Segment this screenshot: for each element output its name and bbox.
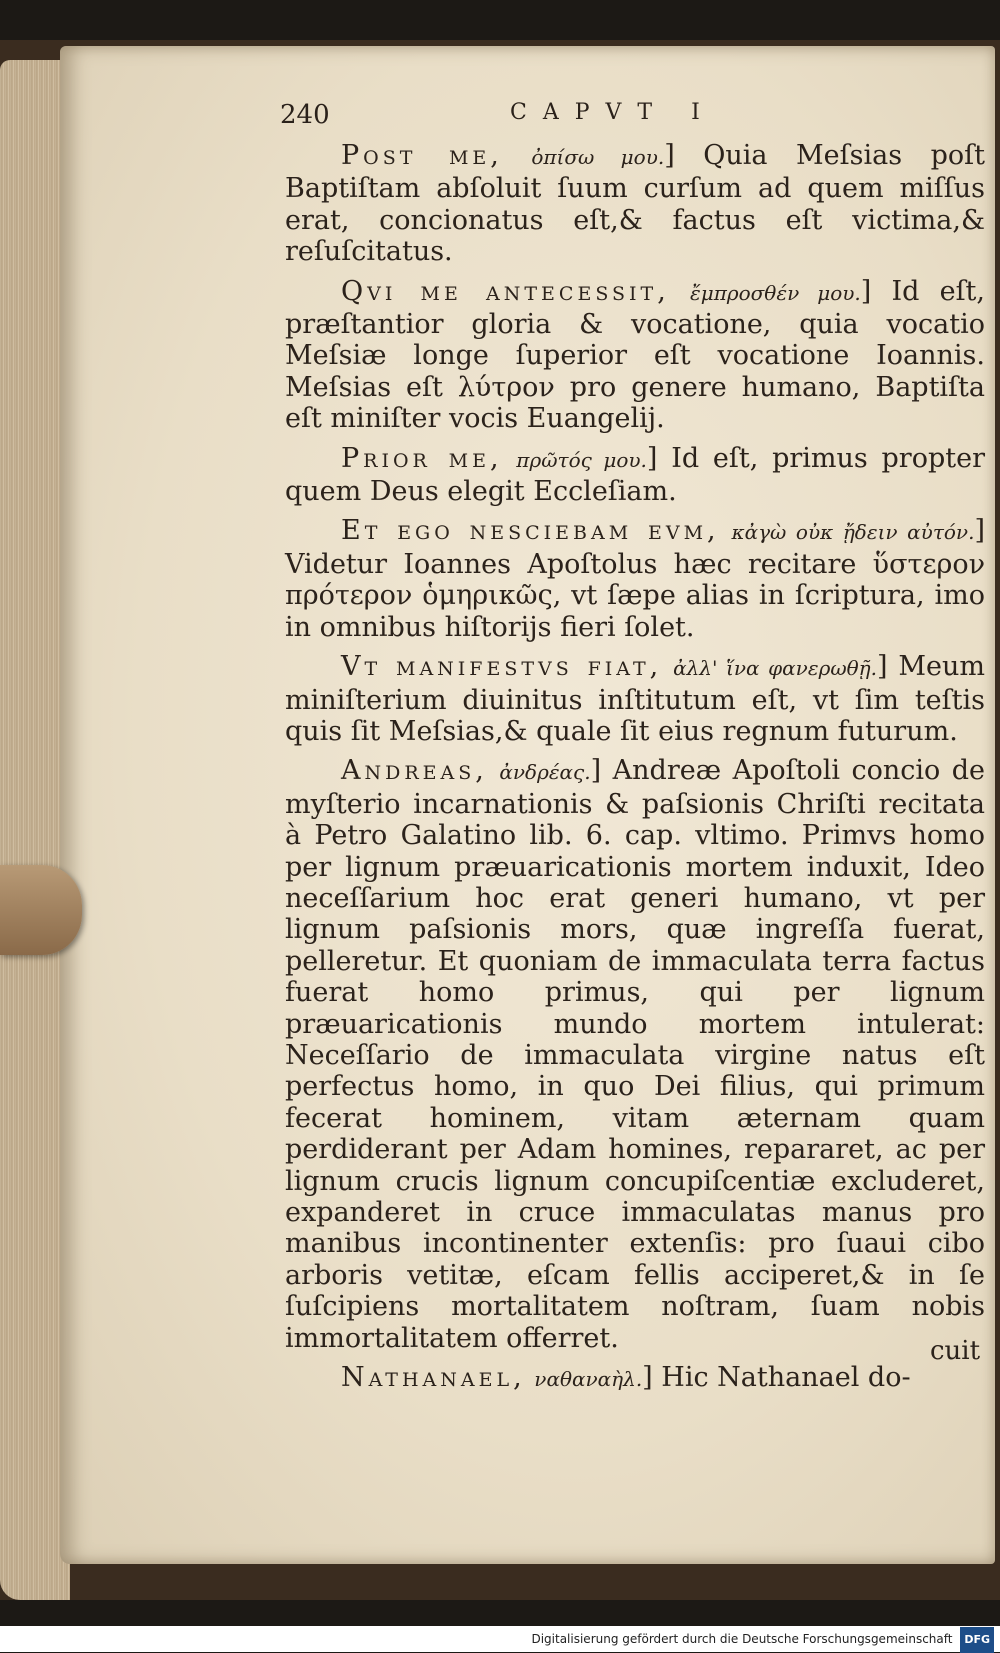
- paragraph: [285, 276, 985, 435]
- dfg-logo: DFG: [960, 1627, 994, 1653]
- greek-lemma: ὀπίσω μου.: [531, 145, 665, 169]
- catchword: cuit: [930, 1336, 981, 1366]
- digitization-footer: [0, 1626, 1000, 1652]
- paragraph: [285, 755, 985, 1354]
- lemma: Post me,: [341, 140, 503, 171]
- lemma: Et ego nesciebam evm,: [341, 515, 720, 547]
- commentary: ] Meum miniſterium diuinitus inſtitutum eſt, vt ſim teſtis quis ſit Meſsias,& quale ſit eius regnum futurum.: [285, 651, 985, 747]
- paragraph: [285, 1362, 985, 1395]
- commentary: ] Hic Nathanael do-: [642, 1362, 911, 1394]
- commentary: ] Quia Meſsias poſt Baptiſtam abſoluit ſuum curſum ad quem miſſus erat, concionatus eſt,& factus eſt victima,& reſuſcitatus.: [285, 140, 985, 268]
- lemma: Prior me,: [341, 442, 503, 474]
- commentary: ] Videtur Ioannes Apoſtolus hæc recitare ὕστερον πρότερον ὁμηρικῶς, vt ſæpe alias in ſcriptura, imo in omnibus hiſtorijs fieri ſolet.: [285, 515, 985, 643]
- commentary: ] Id eſt, primus propter quem Deus elegit Eccleſiam.: [285, 442, 985, 508]
- greek-lemma: ἀνδρέας.: [499, 760, 591, 785]
- greek-lemma: ναθαναὴλ.: [534, 1367, 643, 1392]
- commentary: ] Andreæ Apoſtoli concio de myſterio incarnationis & paſsionis Chriſti recitata à Petro Galatino lib. 6. cap. vltimo. Primvs homo per lignum præuaricationis mortem induxit, Ideo neceſſarium hoc erat generi humano, vt per lignum paſsionis mors, quæ ingreſſa fuerat, pelleretur. Et quoniam de immaculata terra factus fuerat homo primus, qui per lignum præuaricationis mundo mortem intulerat: Neceſſario de immaculata virgine natus eſt perfectus homo, in quo Dei filius, qui primum fecerat hominem, vitam æternam quam perdiderant per Adam homines, repararet, ac per lignum crucis lignum concupiſcentiæ excluderet, expanderet in cruce immaculatas manus pro manibus incontinenter extenſis: pro ſuaui cibo arboris vetitæ, eſcam fellis acciperet,& in ſe ſuſcipiens mortalitatem noſtram, ſuam nobis immortalitatem offerret.: [285, 755, 985, 1354]
- main-text: [285, 140, 985, 1403]
- paragraph: [285, 515, 985, 643]
- lemma: Andreas,: [341, 755, 488, 787]
- lemma: Qvi me antecessit,: [341, 275, 670, 307]
- greek-lemma: πρῶτός μου.: [516, 447, 647, 472]
- paragraph: [285, 651, 985, 747]
- greek-lemma: ἔμπροσθέν μου.: [689, 280, 861, 305]
- page-number: 240: [280, 100, 330, 130]
- greek-lemma: ἀλλ' ἵνα φανερωθῇ.: [673, 656, 878, 681]
- lemma: Nathanael,: [341, 1362, 526, 1394]
- paragraph: [285, 443, 985, 508]
- commentary: ] Id eſt, præſtantior gloria & vocatione, quia vocatio Meſsiæ longe ſuperior eſt vocatione Ioannis. Meſsias eſt λύτρον pro genere humano, Baptiſta eſt miniſter vocis Euangelij.: [285, 275, 985, 435]
- page-header: [280, 100, 980, 140]
- funding-credit: Digitalisierung gefördert durch die Deutsche Forschungsgemeinschaft: [531, 1632, 953, 1646]
- bookmark-ribbon: [0, 865, 82, 955]
- greek-lemma: κἀγὼ οὐκ ᾔδειν αὐτόν.: [731, 520, 975, 545]
- lemma: Vt manifestvs fiat,: [341, 651, 663, 683]
- running-title: CAPVT I: [510, 100, 716, 125]
- paragraph: [285, 140, 985, 268]
